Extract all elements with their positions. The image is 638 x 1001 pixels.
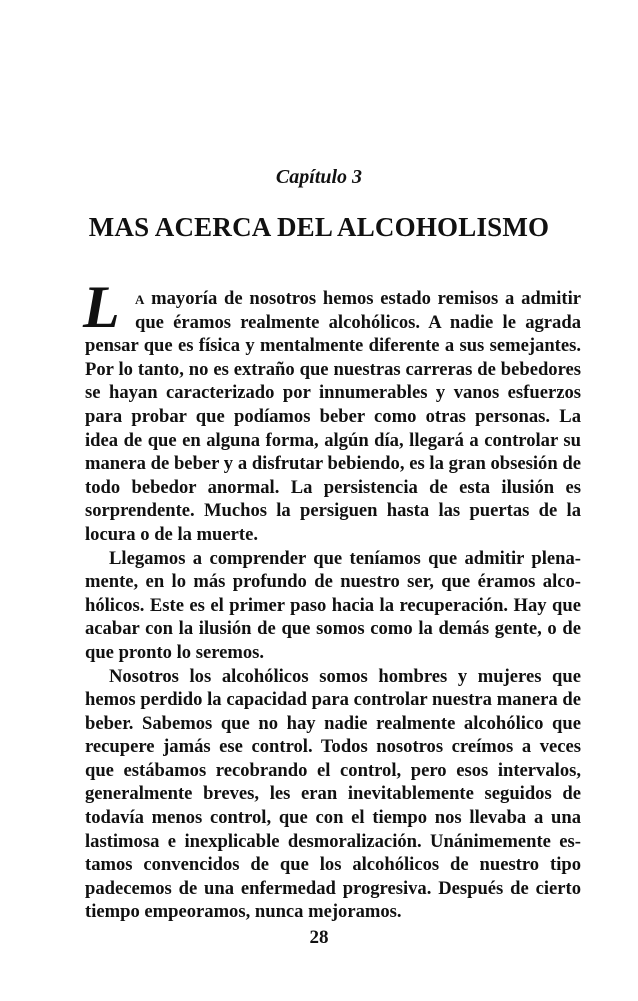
- paragraph-1: [83, 281, 581, 547]
- chapter-label: Capítulo 3: [275, 166, 363, 188]
- drop-cap-letter: L: [83, 281, 120, 337]
- chapter-title: MAS ACERCA DEL ALCOHOLISMO: [88, 212, 550, 242]
- paragraph-2: Llegamos a comprender que teníamos que admitir plenamente, en lo más profundo de nuestro ser, que éramos alcohólicos. Este es el primer paso hacia la recuperación. Hay que acabar con la ilusión de que somos como la demás gente, o de que pronto lo seremos.: [85, 547, 581, 663]
- paragraph-3: Nosotros los alcohólicos somos hombres y mujeres que hemos perdido la capacidad para controlar nuestra manera de beber. Sabemos que no hay nadie realmente alcohólico que recupere jamás ese control. Todos nosotros creímos a veces que estábamos recobrando el control, pero esos intervalos, generalmente breves, les eran inevitablemente seguidos de todavía menos control, que con el tiempo nos llevaba a una lastimosa e inexplicable desmoralización. Unánimemente estamos convencidos de que los alcohólicos de nuestro tipo padecemos de una enfermedad progresiva. Después de cierto tiempo empeoramos, nunca mejoramos.: [85, 665, 581, 923]
- chapter-body: [83, 281, 581, 924]
- page-number: 28: [309, 927, 329, 948]
- drop-cap-l-glyph: [79, 281, 131, 337]
- paragraph-1-text: mayoría de nosotros hemos estado remisos a admitir que éramos realmente alcohólicos. A nadie le agrada pensar que es física y mentalmente diferente a sus semejantes. Por lo tanto, no es extraño que nuestras carreras de bebedores se hayan caracterizado por innumerables y vanos esfuerzos para probar que podíamos beber como otras personas. La idea de que en alguna forma, algún día, llegará a controlar su manera de beber y a disfrutar bebiendo, es la gran obsesión de todo bebedor anormal. La persistencia de esta ilusión es sorprendente. Muchos la persiguen hasta las puertas de la locura o de la muerte.: [85, 288, 581, 545]
- paragraph-1-lead: a: [135, 288, 145, 309]
